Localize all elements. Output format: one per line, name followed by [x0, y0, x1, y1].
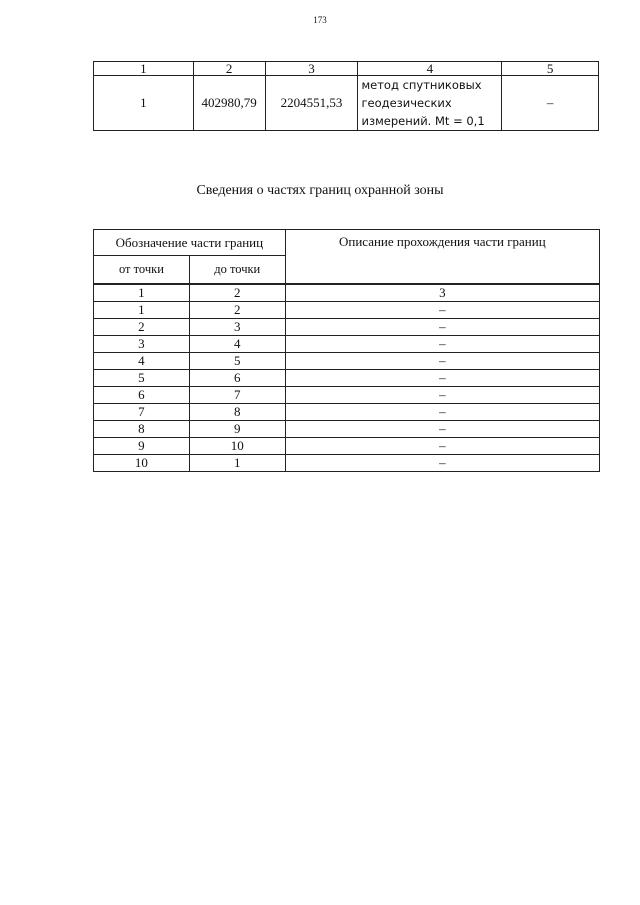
table-row: [94, 302, 600, 319]
description: –: [285, 319, 599, 336]
method-line: измерений. Mt = 0,1: [361, 114, 485, 128]
coordinates-table: [93, 61, 599, 131]
table-row: [94, 353, 600, 370]
from-point: 6: [94, 387, 190, 404]
from-point: 5: [94, 370, 190, 387]
description: –: [285, 353, 599, 370]
boundaries-table: [93, 229, 600, 472]
table-row: [94, 319, 600, 336]
from-point: 1: [94, 302, 190, 319]
column-number: 4: [358, 62, 502, 76]
from-point: 4: [94, 353, 190, 370]
from-point: 9: [94, 438, 190, 455]
description: –: [285, 421, 599, 438]
column-number-row: [94, 284, 600, 302]
description: –: [285, 302, 599, 319]
from-point: 10: [94, 455, 190, 472]
to-point: 3: [189, 319, 285, 336]
page-number: 173: [313, 15, 327, 25]
description: –: [285, 336, 599, 353]
table-row: [94, 421, 600, 438]
header-boundary-parts: Обозначение части границ: [94, 230, 286, 256]
coordinate-x: 402980,79: [193, 76, 265, 131]
to-point: 7: [189, 387, 285, 404]
column-number: 1: [94, 62, 194, 76]
header-row: [94, 230, 600, 256]
description: –: [285, 387, 599, 404]
table-row: [94, 387, 600, 404]
table-row: [94, 455, 600, 472]
header-description: Описание прохождения части границ: [285, 230, 599, 285]
column-number: 3: [265, 62, 358, 76]
table-row: [94, 76, 599, 131]
column-number: 2: [189, 284, 285, 302]
determination-method: [358, 76, 502, 131]
from-point: 3: [94, 336, 190, 353]
to-point: 9: [189, 421, 285, 438]
point-number: 1: [94, 76, 194, 131]
column-number: 1: [94, 284, 190, 302]
column-number: 3: [285, 284, 599, 302]
to-point: 1: [189, 455, 285, 472]
to-point: 2: [189, 302, 285, 319]
header-from-point: от точки: [94, 256, 190, 285]
description: –: [285, 370, 599, 387]
from-point: 2: [94, 319, 190, 336]
coordinate-y: 2204551,53: [265, 76, 358, 131]
header-row: [94, 62, 599, 76]
description: –: [285, 438, 599, 455]
method-line: метод спутниковых: [361, 78, 482, 92]
method-line: геодезических: [361, 96, 452, 110]
header-to-point: до точки: [189, 256, 285, 285]
to-point: 5: [189, 353, 285, 370]
column-number: 2: [193, 62, 265, 76]
description: –: [285, 404, 599, 421]
table-row: [94, 404, 600, 421]
description: –: [285, 455, 599, 472]
to-point: 8: [189, 404, 285, 421]
notes-cell: –: [502, 76, 599, 131]
to-point: 4: [189, 336, 285, 353]
table-row: [94, 370, 600, 387]
to-point: 10: [189, 438, 285, 455]
section-title: Сведения о частях границ охранной зоны: [196, 183, 444, 198]
table-row: [94, 438, 600, 455]
table-row: [94, 336, 600, 353]
to-point: 6: [189, 370, 285, 387]
from-point: 8: [94, 421, 190, 438]
from-point: 7: [94, 404, 190, 421]
column-number: 5: [502, 62, 599, 76]
